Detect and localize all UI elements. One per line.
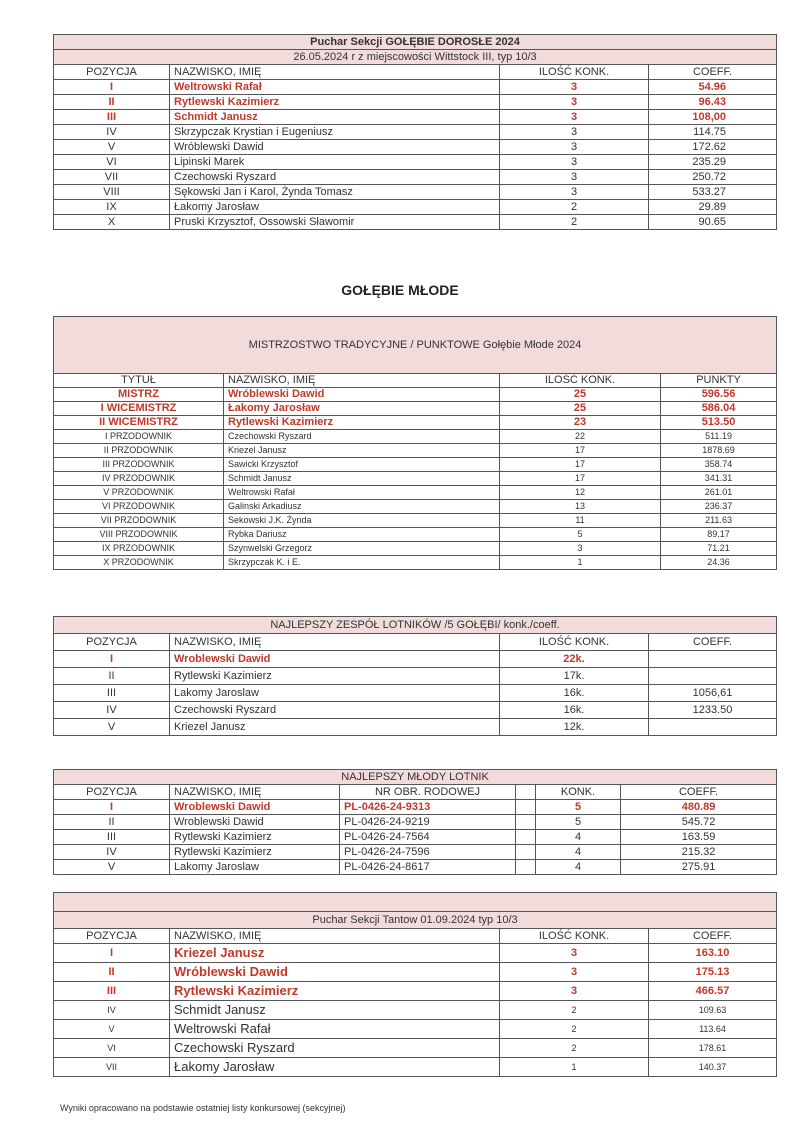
table-row	[54, 944, 777, 963]
cell-position: II	[54, 668, 170, 685]
table-row	[54, 542, 777, 556]
table-title-spacer	[54, 893, 777, 912]
cell-name: Weltrowski Rafał	[224, 486, 500, 500]
cell-coeff: 163.10	[649, 944, 777, 963]
cell-count: 23	[500, 416, 661, 430]
cell-count: 13	[500, 500, 661, 514]
cell-empty	[516, 815, 536, 830]
column-header: POZYCJA	[54, 634, 170, 651]
cell-title: I PRZODOWNIK	[54, 430, 224, 444]
cell-coeff: 250.72	[649, 170, 777, 185]
cell-name: Sekowski J.K. Żynda	[224, 514, 500, 528]
cell-count: 17k.	[500, 668, 649, 685]
cell-coeff: 480.89	[621, 800, 777, 815]
cell-points: 511.19	[661, 430, 777, 444]
cell-coeff: 545.72	[621, 815, 777, 830]
table-row	[54, 402, 777, 416]
table-row	[54, 170, 777, 185]
table-row	[54, 472, 777, 486]
cell-name: Pruski Krzysztof, Ossowski Sławomir	[170, 215, 500, 230]
cell-count: 3	[500, 140, 649, 155]
cell-name: Sękowski Jan i Karol, Żynda Tomasz	[170, 185, 500, 200]
cell-position: VII	[54, 170, 170, 185]
cell-name: Wroblewski Dawid	[170, 815, 340, 830]
cell-count: 3	[500, 185, 649, 200]
table-row	[54, 458, 777, 472]
cell-name: Lipinski Marek	[170, 155, 500, 170]
cell-position: IV	[54, 702, 170, 719]
cell-coeff: 109.63	[649, 1001, 777, 1020]
table-title: NAJLEPSZY MŁODY LOTNIK	[54, 770, 777, 785]
table-row	[54, 185, 777, 200]
column-header: NAZWISKO, IMIĘ	[170, 929, 500, 944]
cell-name: Łakomy Jarosław	[224, 402, 500, 416]
cell-position: I	[54, 651, 170, 668]
cell-name: Czechowski Ryszard	[170, 1039, 500, 1058]
table-row	[54, 685, 777, 702]
cell-count: 12k.	[500, 719, 649, 736]
cell-name: Rytlewski Kazimierz	[170, 845, 340, 860]
cell-count: 11	[500, 514, 661, 528]
cell-empty	[516, 860, 536, 875]
cell-title: V PRZODOWNIK	[54, 486, 224, 500]
cell-count: 3	[500, 80, 649, 95]
table-row	[54, 500, 777, 514]
table-row	[54, 702, 777, 719]
cell-count: 2	[500, 200, 649, 215]
column-header: ILOŚĆ KONK.	[500, 374, 661, 388]
cell-coeff: 96.43	[649, 95, 777, 110]
cell-count: 25	[500, 402, 661, 416]
cell-name: Schmidt Janusz	[170, 110, 500, 125]
cell-points: 236.37	[661, 500, 777, 514]
column-header: TYTUŁ	[54, 374, 224, 388]
table-title: Puchar Sekcji GOŁĘBIE DOROSŁE 2024	[54, 35, 777, 50]
table-row	[54, 1058, 777, 1077]
column-header: ILOŚĆ KONK.	[500, 65, 649, 80]
cell-count: 3	[500, 170, 649, 185]
cell-name: Czechowski Ryszard	[170, 702, 500, 719]
cell-title: III PRZODOWNIK	[54, 458, 224, 472]
table-row	[54, 1039, 777, 1058]
cell-position: I	[54, 944, 170, 963]
column-header: COEFF.	[621, 785, 777, 800]
cell-points: 513.50	[661, 416, 777, 430]
column-header-empty	[516, 785, 536, 800]
cell-coeff: 533.27	[649, 185, 777, 200]
cell-title: VI PRZODOWNIK	[54, 500, 224, 514]
cell-count: 3	[500, 963, 649, 982]
cell-coeff: 140.37	[649, 1058, 777, 1077]
cell-ring: PL-0426-24-9219	[340, 815, 516, 830]
cell-count: 5	[536, 815, 621, 830]
cell-title: II WICEMISTRZ	[54, 416, 224, 430]
cell-name: Lakomy Jaroslaw	[170, 860, 340, 875]
cell-coeff	[649, 668, 777, 685]
column-header: COEFF.	[649, 929, 777, 944]
cell-count: 2	[500, 1001, 649, 1020]
table-row	[54, 719, 777, 736]
cell-name: Łakomy Jarosław	[170, 200, 500, 215]
table-row	[54, 388, 777, 402]
cell-position: VI	[54, 155, 170, 170]
cell-name: Galinski Arkadiusz	[224, 500, 500, 514]
column-header: NR OBR. RODOWEJ	[340, 785, 516, 800]
cell-name: Sawicki Krzysztof	[224, 458, 500, 472]
cell-position: IV	[54, 125, 170, 140]
table-subtitle: 26.05.2024 r z miejscowości Wittstock III, typ 10/3	[54, 50, 777, 65]
cell-title: IV PRZODOWNIK	[54, 472, 224, 486]
table-row	[54, 845, 777, 860]
column-header: POZYCJA	[54, 929, 170, 944]
cell-coeff	[649, 651, 777, 668]
cell-count: 3	[500, 125, 649, 140]
cell-count: 3	[500, 110, 649, 125]
cell-points: 211.63	[661, 514, 777, 528]
cell-position: V	[54, 140, 170, 155]
cell-name: Rytlewski Kazimierz	[170, 982, 500, 1001]
cell-position: I	[54, 800, 170, 815]
column-header: NAZWISKO, IMIĘ	[170, 785, 340, 800]
cell-position: V	[54, 860, 170, 875]
table-row	[54, 815, 777, 830]
cell-points: 261.01	[661, 486, 777, 500]
cell-coeff: 1233.50	[649, 702, 777, 719]
cell-ring: PL-0426-24-9313	[340, 800, 516, 815]
cell-count: 22k.	[500, 651, 649, 668]
cell-name: Rytlewski Kazimierz	[170, 668, 500, 685]
cell-title: X PRZODOWNIK	[54, 556, 224, 570]
cell-coeff: 235.29	[649, 155, 777, 170]
cell-position: I	[54, 80, 170, 95]
table-row	[54, 860, 777, 875]
cell-name: Schmidt Janusz	[170, 1001, 500, 1020]
cell-title: VIII PRZODOWNIK	[54, 528, 224, 542]
table-row	[54, 982, 777, 1001]
cell-position: III	[54, 685, 170, 702]
table-title: Puchar Sekcji Tantow 01.09.2024 typ 10/3	[54, 912, 777, 929]
table-row	[54, 95, 777, 110]
table-mlody-lotnik	[53, 769, 777, 875]
cell-name: Szynwelski Grzegorz	[224, 542, 500, 556]
column-header: POZYCJA	[54, 785, 170, 800]
cell-count: 3	[500, 95, 649, 110]
table-row	[54, 556, 777, 570]
table-row	[54, 140, 777, 155]
cell-coeff: 113.64	[649, 1020, 777, 1039]
cell-coeff: 215.32	[621, 845, 777, 860]
cell-count: 3	[500, 982, 649, 1001]
cell-name: Kriezel Janusz	[170, 944, 500, 963]
cell-count: 17	[500, 444, 661, 458]
table-row	[54, 1001, 777, 1020]
table-row	[54, 80, 777, 95]
cell-count: 4	[536, 830, 621, 845]
cell-title: IX PRZODOWNIK	[54, 542, 224, 556]
table-row	[54, 651, 777, 668]
cell-position: IV	[54, 1001, 170, 1020]
cell-name: Wróblewski Dawid	[170, 963, 500, 982]
cell-count: 1	[500, 1058, 649, 1077]
cell-count: 5	[536, 800, 621, 815]
cell-coeff: 29.89	[649, 200, 777, 215]
cell-position: II	[54, 815, 170, 830]
cell-title: VII PRZODOWNIK	[54, 514, 224, 528]
cell-count: 2	[500, 1039, 649, 1058]
cell-position: III	[54, 830, 170, 845]
column-header: NAZWISKO, IMIĘ	[224, 374, 500, 388]
cell-points: 341.31	[661, 472, 777, 486]
cell-name: Skrzypczak K. i E.	[224, 556, 500, 570]
cell-position: V	[54, 1020, 170, 1039]
cell-position: II	[54, 95, 170, 110]
table-row	[54, 486, 777, 500]
table-row	[54, 800, 777, 815]
cell-count: 4	[536, 860, 621, 875]
table-mistrzostwo	[53, 316, 777, 570]
cell-title: I WICEMISTRZ	[54, 402, 224, 416]
table-row	[54, 1020, 777, 1039]
cell-count: 25	[500, 388, 661, 402]
cell-points: 358.74	[661, 458, 777, 472]
table-puchar-tantow	[53, 892, 777, 1077]
column-header: NAZWISKO, IMIĘ	[170, 634, 500, 651]
table-zespol	[53, 616, 777, 736]
cell-count: 1	[500, 556, 661, 570]
cell-name: Czechowski Ryszard	[170, 170, 500, 185]
cell-name: Wróblewski Dawid	[170, 140, 500, 155]
cell-count: 3	[500, 944, 649, 963]
cell-position: VIII	[54, 185, 170, 200]
cell-coeff: 275.91	[621, 860, 777, 875]
cell-name: Kriezel Janusz	[224, 444, 500, 458]
cell-count: 3	[500, 542, 661, 556]
cell-points: 24.36	[661, 556, 777, 570]
cell-position: III	[54, 982, 170, 1001]
cell-name: Rybka Dariusz	[224, 528, 500, 542]
table-row	[54, 528, 777, 542]
cell-count: 22	[500, 430, 661, 444]
cell-ring: PL-0426-24-7564	[340, 830, 516, 845]
cell-coeff: 466.57	[649, 982, 777, 1001]
table-title: MISTRZOSTWO TRADYCYJNE / PUNKTOWE Gołębie Młode 2024	[54, 317, 777, 374]
cell-coeff: 108,00	[649, 110, 777, 125]
cell-points: 586.04	[661, 402, 777, 416]
table-row	[54, 155, 777, 170]
cell-name: Lakomy Jaroslaw	[170, 685, 500, 702]
cell-name: Weltrowski Rafał	[170, 1020, 500, 1039]
cell-position: III	[54, 110, 170, 125]
cell-coeff	[649, 719, 777, 736]
cell-count: 17	[500, 472, 661, 486]
cell-coeff: 1056,61	[649, 685, 777, 702]
cell-name: Łakomy Jarosław	[170, 1058, 500, 1077]
table-row	[54, 444, 777, 458]
table-row	[54, 963, 777, 982]
column-header: POZYCJA	[54, 65, 170, 80]
cell-coeff: 163.59	[621, 830, 777, 845]
cell-name: Rytlewski Kazimierz	[224, 416, 500, 430]
column-header: PUNKTY	[661, 374, 777, 388]
cell-name: Wroblewski Dawid	[170, 651, 500, 668]
cell-position: IV	[54, 845, 170, 860]
column-header: COEFF.	[649, 65, 777, 80]
cell-count: 16k.	[500, 702, 649, 719]
cell-count: 12	[500, 486, 661, 500]
cell-ring: PL-0426-24-8617	[340, 860, 516, 875]
cell-points: 1878.69	[661, 444, 777, 458]
cell-count: 16k.	[500, 685, 649, 702]
cell-position: IX	[54, 200, 170, 215]
cell-points: 596.56	[661, 388, 777, 402]
cell-coeff: 178.61	[649, 1039, 777, 1058]
cell-position: VII	[54, 1058, 170, 1077]
cell-empty	[516, 845, 536, 860]
cell-title: MISTRZ	[54, 388, 224, 402]
column-header: KONK.	[536, 785, 621, 800]
cell-name: Wróblewski Dawid	[224, 388, 500, 402]
cell-ring: PL-0426-24-7596	[340, 845, 516, 860]
table-puchar-dorosle	[53, 34, 777, 230]
cell-position: V	[54, 719, 170, 736]
table-row	[54, 215, 777, 230]
cell-count: 17	[500, 458, 661, 472]
cell-count: 5	[500, 528, 661, 542]
cell-coeff: 114.75	[649, 125, 777, 140]
cell-position: X	[54, 215, 170, 230]
cell-name: Rytlewski Kazimierz	[170, 95, 500, 110]
cell-coeff: 172.62	[649, 140, 777, 155]
cell-points: 89.17	[661, 528, 777, 542]
cell-name: Kriezel Janusz	[170, 719, 500, 736]
cell-name: Wroblewski Dawid	[170, 800, 340, 815]
cell-coeff: 54.96	[649, 80, 777, 95]
table-row	[54, 668, 777, 685]
cell-position: VI	[54, 1039, 170, 1058]
table-row	[54, 430, 777, 444]
cell-name: Skrzypczak Krystian i Eugeniusz	[170, 125, 500, 140]
table-row	[54, 416, 777, 430]
cell-title: II PRZODOWNIK	[54, 444, 224, 458]
table-row	[54, 200, 777, 215]
table-row	[54, 125, 777, 140]
column-header: ILOŚĆ KONK.	[500, 929, 649, 944]
cell-name: Czechowski Ryszard	[224, 430, 500, 444]
cell-points: 71.21	[661, 542, 777, 556]
table-row	[54, 514, 777, 528]
cell-count: 4	[536, 845, 621, 860]
table-row	[54, 110, 777, 125]
table-title: NAJLEPSZY ZESPÓŁ LOTNIKÓW /5 GOŁĘBI/ konk./coeff.	[54, 617, 777, 634]
cell-name: Rytlewski Kazimierz	[170, 830, 340, 845]
cell-empty	[516, 800, 536, 815]
cell-empty	[516, 830, 536, 845]
cell-count: 2	[500, 215, 649, 230]
footnote: Wyniki opracowano na podstawie ostatniej listy konkursowej (sekcyjnej)	[60, 1103, 346, 1113]
section-title: GOŁĘBIE MŁODE	[341, 282, 459, 298]
column-header: NAZWISKO, IMIĘ	[170, 65, 500, 80]
cell-count: 3	[500, 155, 649, 170]
column-header: ILOŚĆ KONK.	[500, 634, 649, 651]
cell-coeff: 175.13	[649, 963, 777, 982]
table-row	[54, 830, 777, 845]
cell-position: II	[54, 963, 170, 982]
cell-coeff: 90.65	[649, 215, 777, 230]
column-header: COEFF.	[649, 634, 777, 651]
cell-count: 2	[500, 1020, 649, 1039]
cell-name: Weltrowski Rafał	[170, 80, 500, 95]
cell-name: Schmidt Janusz	[224, 472, 500, 486]
